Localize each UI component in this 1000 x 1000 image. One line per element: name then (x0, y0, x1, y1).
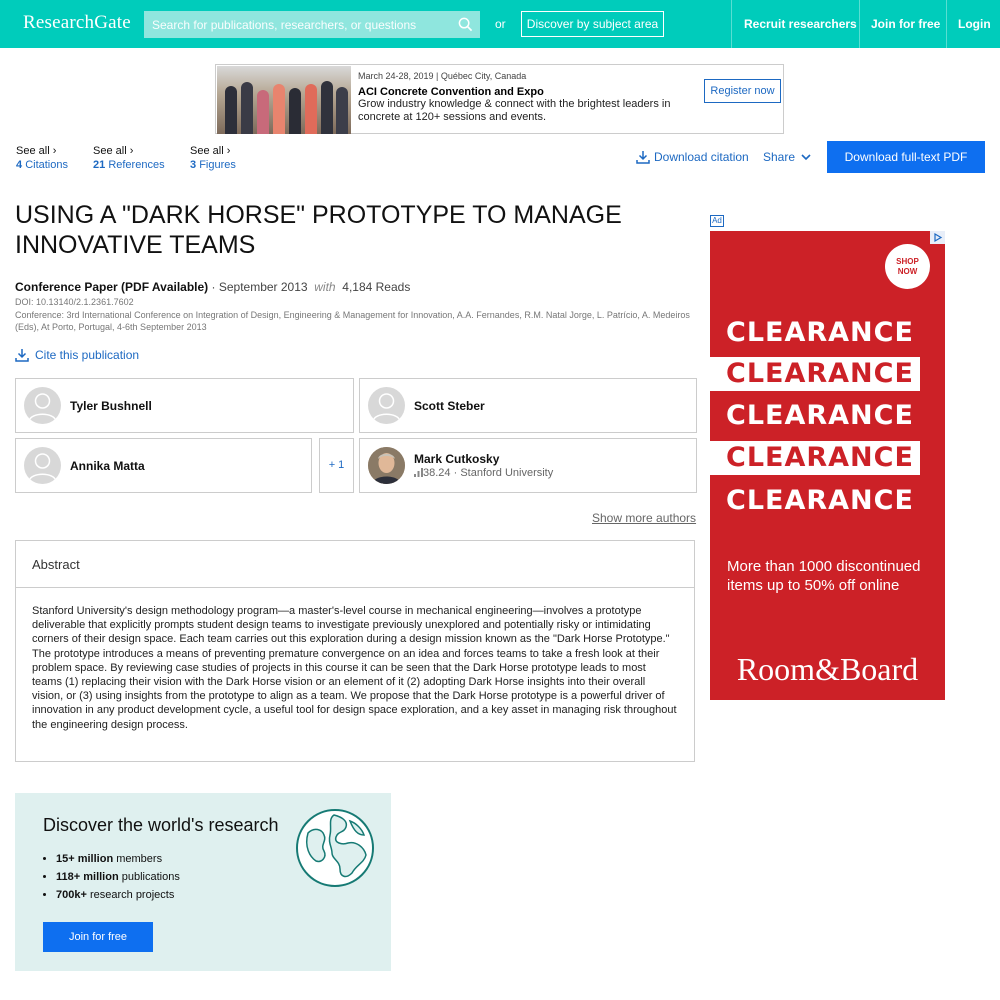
publication-meta (15, 280, 410, 294)
publication-date: · September 2013 (211, 280, 308, 294)
nav-divider (859, 0, 860, 48)
avatar (368, 387, 405, 424)
list-item (56, 871, 180, 883)
members-count: 15+ million (56, 853, 114, 865)
figures-label: Figures (199, 159, 236, 171)
citations-count: 4 (16, 159, 23, 171)
download-citation-label: Download citation (654, 150, 749, 164)
references-stat[interactable] (93, 145, 165, 171)
top-navigation-bar (0, 0, 1000, 48)
author-affiliation: · Stanford University (453, 467, 554, 479)
with-label: with (314, 280, 336, 294)
reads-count: 4,184 Reads (342, 280, 411, 294)
author-card[interactable] (359, 378, 697, 433)
projects-label: research projects (86, 889, 175, 901)
avatar (24, 447, 61, 484)
see-all-link[interactable]: See all › (16, 145, 57, 157)
side-ad-text: More than 1000 discontinued items up to 50% off online (727, 558, 921, 594)
abstract-heading: Abstract (16, 541, 694, 588)
publications-label: publications (118, 871, 180, 883)
join-for-free-link[interactable]: Join for free (871, 17, 941, 31)
chevron-down-icon (801, 153, 811, 161)
avatar (368, 447, 405, 484)
recruit-researchers-link[interactable]: Recruit researchers (744, 17, 857, 31)
researchgate-logo[interactable]: ResearchGate (23, 12, 131, 33)
publication-type[interactable]: Conference Paper (PDF Available) (15, 280, 209, 294)
globe-icon (294, 807, 376, 889)
nav-divider (946, 0, 947, 48)
avatar (24, 387, 61, 424)
author-name[interactable]: Tyler Bushnell (70, 399, 152, 413)
clearance-text: CLEARANCE (710, 441, 920, 475)
author-card[interactable] (359, 438, 697, 493)
download-full-text-pdf-button[interactable]: Download full-text PDF (827, 141, 985, 173)
clearance-text: CLEARANCE (710, 316, 920, 350)
discover-by-subject-button[interactable]: Discover by subject area (521, 11, 664, 37)
download-citation-link[interactable] (636, 150, 749, 164)
register-now-button[interactable]: Register now (704, 79, 781, 103)
see-all-link[interactable]: See all › (190, 145, 231, 157)
clearance-text: CLEARANCE (710, 399, 920, 433)
user-placeholder-icon (368, 387, 405, 424)
references-label: References (108, 159, 165, 171)
shop-label: SHOP (896, 257, 919, 266)
page-title: USING A "DARK HORSE" PROTOTYPE TO MANAGE INNOVATIVE TEAMS (15, 201, 622, 259)
discover-stats-list (56, 853, 180, 907)
citations-label: Citations (25, 159, 68, 171)
user-placeholder-icon (24, 387, 61, 424)
adchoices-icon[interactable] (930, 231, 945, 244)
list-item (56, 853, 180, 865)
share-menu[interactable] (763, 150, 811, 164)
show-more-authors-link[interactable]: Show more authors (592, 511, 697, 525)
ad-label[interactable]: Ad (710, 215, 724, 227)
members-label: members (113, 853, 163, 865)
conference-info: Conference: 3rd International Conference on Integration of Design, Engineering & Management for Innovation, A.A. Fernandes, R.M. Natal Jorge, L. Patrício, A. Medeiros (Eds), At Porto, Portugal, 4-6th September 2013 (15, 310, 690, 332)
figures-stat[interactable] (190, 145, 236, 171)
banner-ad-photo (217, 66, 351, 134)
author-name[interactable]: Mark Cutkosky (414, 452, 500, 466)
score-bars-icon (414, 468, 423, 477)
nav-divider (731, 0, 732, 48)
citations-stat[interactable] (16, 145, 68, 171)
discover-title: Discover the world's research (43, 815, 279, 835)
author-card[interactable] (15, 378, 354, 433)
see-all-link[interactable]: See all › (93, 145, 134, 157)
now-label: NOW (897, 267, 918, 276)
cite-this-publication-label: Cite this publication (35, 348, 140, 362)
download-icon (15, 348, 29, 362)
room-and-board-logo: Room&Board (736, 651, 919, 687)
references-count: 21 (93, 159, 106, 171)
doi: DOI: 10.13140/2.1.2361.7602 (15, 297, 134, 307)
join-for-free-button[interactable]: Join for free (43, 922, 153, 952)
projects-count: 700k+ (56, 889, 87, 901)
discover-research-panel (15, 793, 391, 971)
figures-count: 3 (190, 159, 197, 171)
side-ad[interactable] (710, 231, 945, 700)
search-icon[interactable] (458, 17, 473, 32)
login-link[interactable]: Login (958, 17, 991, 31)
banner-ad-text: Grow industry knowledge & connect with the brightest leaders in concrete at 120+ sessions and events. (358, 98, 671, 123)
clearance-text: CLEARANCE (710, 357, 920, 391)
banner-ad[interactable] (215, 64, 784, 134)
rg-score: 38.24 (423, 467, 451, 479)
author-photo (368, 447, 405, 484)
abstract-text: Stanford University's design methodology program—a master's-level course in mechanical engineering—involves a prototype deliverable that explicitly prompts student design teams to investigate previously unexplored and potentially risky or intimidating corners of their design space. Each team carries out this exploration during a design mission known as the "Dark Horse Prototype." The prototype introduces a means of preventing premature convergence on an idea and forces teams to take a fresh look at their problem space. By reviewing case studies of projects in this course it can be seen that the Dark Horse prototype leads to most teams (1) replacing their vision with the Dark Horse vision or an element of it (2) adopting Dark Horse insights into their overall vision, or (3) using insights from the prototype to align as a team. We propose that the Dark Horse prototype is a powerful driver of innovation in any product development cycle, a useful tool for design space exploration, and a key asset in managing risk throughout the engineering design process. (32, 605, 677, 731)
cite-this-publication-link[interactable] (15, 348, 139, 362)
download-icon (636, 150, 650, 164)
clearance-text: CLEARANCE (710, 484, 920, 518)
list-item (56, 889, 180, 901)
author-score-affiliation (414, 467, 553, 479)
shop-now-badge[interactable] (885, 244, 930, 289)
share-label: Share (763, 150, 796, 164)
publications-count: 118+ million (56, 871, 119, 883)
search-box[interactable] (144, 11, 480, 38)
author-name[interactable]: Scott Steber (414, 399, 485, 413)
abstract-panel (15, 540, 695, 762)
search-input[interactable] (144, 11, 480, 38)
banner-ad-date: March 24-28, 2019 | Québec City, Canada (358, 71, 527, 81)
or-label: or (495, 17, 506, 31)
banner-ad-title: ACI Concrete Convention and Expo (358, 86, 544, 98)
author-card[interactable] (15, 438, 312, 493)
user-placeholder-icon (24, 447, 61, 484)
author-name[interactable]: Annika Matta (70, 459, 145, 473)
more-authors-button[interactable]: + 1 (319, 438, 354, 493)
